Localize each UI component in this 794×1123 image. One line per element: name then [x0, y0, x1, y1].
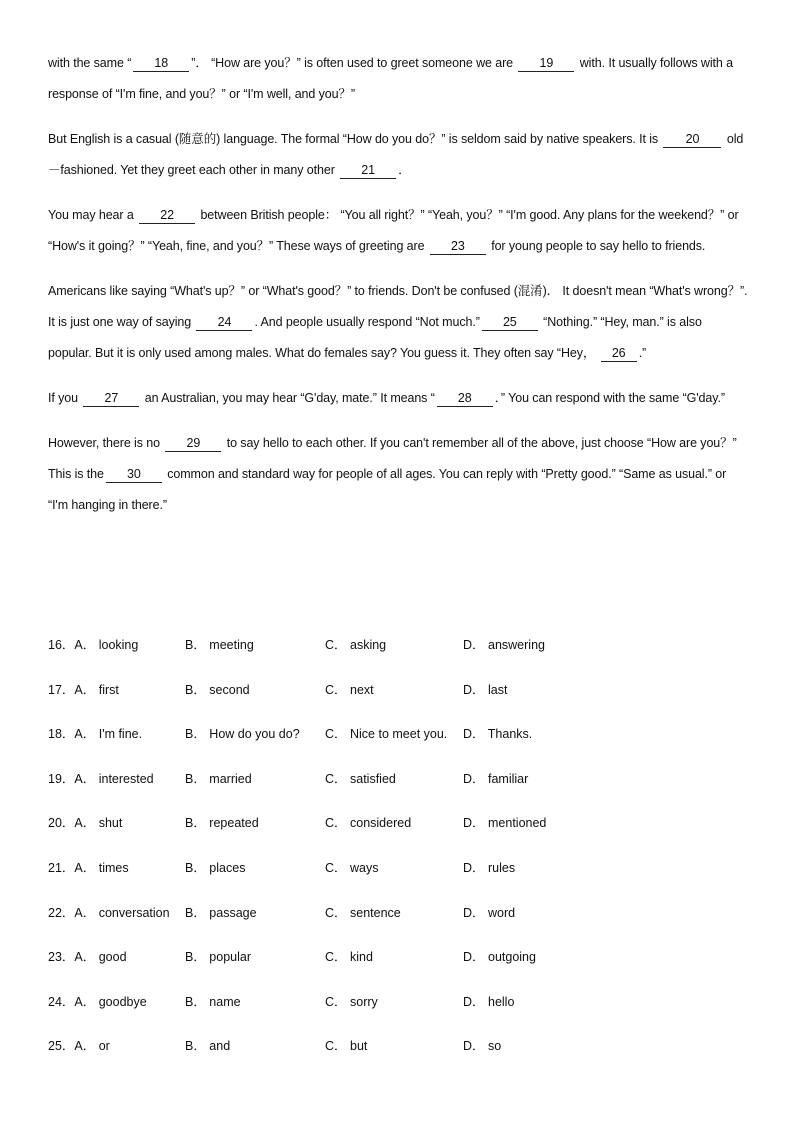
option-a — [48, 813, 122, 831]
option-d: D． hello — [463, 994, 515, 1009]
question-row — [48, 940, 748, 985]
blank-24: 24 — [196, 314, 252, 331]
option-a — [48, 992, 147, 1010]
option-b: B． popular — [185, 950, 252, 965]
option-d: D． answering — [463, 638, 545, 652]
option-a — [48, 724, 142, 742]
passage-paragraph — [48, 200, 748, 262]
option-a — [48, 769, 154, 787]
question-row — [48, 628, 748, 673]
option-b: B． repeated — [185, 816, 259, 831]
blank-28: 28 — [437, 390, 493, 407]
passage-text: with. It usually follows with a response of “I'm fine, and you？” or “I'm well, and you？” — [48, 56, 737, 101]
question-row — [48, 806, 748, 851]
blank-27: 27 — [83, 390, 139, 407]
option-a — [48, 903, 170, 921]
option-a-text: A． first — [74, 682, 119, 697]
passage-text: for young people to say hello to friends. — [487, 239, 706, 253]
blank-21: 21 — [340, 162, 396, 179]
passage-paragraph — [48, 48, 748, 110]
option-b: B． meeting — [185, 638, 254, 652]
question-number: 24． — [48, 994, 75, 1009]
option-a — [48, 635, 138, 653]
question-row — [48, 717, 748, 762]
option-b: B． and — [185, 1039, 231, 1054]
passage-paragraph — [48, 428, 748, 521]
passage-text: to say hello to each other. If you can't remember all of the above, just choose “How are you？” This is the — [48, 436, 740, 481]
option-d: D． so — [463, 1039, 502, 1054]
passage-text: an Australian, you may hear “G'day, mate.” It means “ — [141, 391, 435, 405]
passage-text: between British people： “You all right？” “Yeah, you？” “I'm good. Any plans for the weekend？” or “How's it going？” “Yeah, fine, and you？” These ways of greeting are — [48, 208, 742, 253]
passage-text: with the same “ — [48, 56, 132, 70]
question-list — [48, 628, 748, 1074]
option-c: C． Nice to meet you. — [325, 727, 448, 742]
question-row — [48, 673, 748, 718]
blank-25: 25 — [482, 314, 538, 331]
option-c: C． kind — [325, 950, 373, 965]
blank-20: 20 — [663, 131, 721, 148]
passage-text: ．” You can respond with the same “G'day.” — [494, 391, 725, 405]
question-row — [48, 896, 748, 941]
passage-paragraph — [48, 124, 748, 186]
passage-text: ． — [398, 163, 411, 177]
option-a-text: A． or — [74, 1039, 110, 1054]
option-c: C． asking — [325, 638, 387, 652]
option-a-text: A． good — [74, 950, 127, 965]
passage-text: ”． “How are you？” is often used to greet someone we are — [191, 56, 517, 70]
question-number: 17． — [48, 682, 75, 697]
question-number: 21． — [48, 860, 75, 875]
blank-29: 29 — [165, 435, 221, 452]
option-b: B． name — [185, 994, 241, 1009]
option-c: C． satisfied — [325, 771, 396, 786]
option-d: D． word — [463, 905, 516, 920]
passage-text: You may hear a — [48, 208, 138, 222]
option-a — [48, 680, 119, 698]
blank-18: 18 — [133, 55, 189, 72]
question-number: 23． — [48, 950, 75, 965]
blank-30: 30 — [106, 466, 162, 483]
option-c: C． sentence — [325, 905, 401, 920]
question-number: 20． — [48, 816, 75, 831]
question-number: 22． — [48, 905, 75, 920]
question-row — [48, 1029, 748, 1074]
option-a-text: A． conversation — [74, 905, 170, 920]
question-number: 25． — [48, 1039, 75, 1054]
option-a-text: A． looking — [74, 638, 139, 652]
passage-text: “Nothing.” “Hey, man.” is also popular. But it is only used among males. What do females say? You guess it. They often say “Hey， — [48, 315, 706, 360]
option-a-text: A． goodbye — [74, 994, 147, 1009]
option-c: C． sorry — [325, 994, 378, 1009]
passage-text: old－fashioned. Yet they greet each other in many other — [48, 132, 744, 177]
option-b: B． places — [185, 860, 246, 875]
option-c: C． considered — [325, 816, 412, 831]
passage-text: .” — [638, 346, 647, 360]
option-d: D． mentioned — [463, 816, 547, 831]
option-b: B． second — [185, 682, 250, 697]
option-a — [48, 1036, 110, 1054]
passage-paragraph — [48, 276, 751, 369]
passage-text: Americans like saying “What's up？” or “What's good？” to friends. Don't be confused (混淆)． It doesn't mean “What's wrong？”. It is just one way of saying — [48, 284, 751, 329]
option-b: B． How do you do? — [185, 727, 300, 742]
passage-text: common and standard way for people of all ages. You can reply with “Pretty good.” “Same as usual.” or “I'm hanging in there.” — [48, 467, 730, 512]
option-d: D． familiar — [463, 771, 529, 786]
passage-container — [48, 48, 751, 535]
blank-22: 22 — [139, 207, 195, 224]
option-b: B． passage — [185, 905, 257, 920]
question-row — [48, 851, 748, 896]
blank-23: 23 — [430, 238, 486, 255]
question-number: 18． — [48, 727, 75, 742]
passage-text: . And people usually respond “Not much.” — [254, 315, 480, 329]
option-a-text: A． I'm fine. — [74, 727, 143, 742]
blank-26: 26 — [601, 345, 637, 362]
option-d: D． outgoing — [463, 950, 536, 965]
option-d: D． rules — [463, 860, 516, 875]
option-c: C． but — [325, 1039, 368, 1054]
question-number: 16． — [48, 638, 75, 652]
option-a-text: A． interested — [74, 771, 154, 786]
option-d: D． Thanks. — [463, 727, 533, 742]
passage-text: But English is a casual (随意的) language. The formal “How do you do？” is seldom said by native speakers. It is — [48, 132, 662, 146]
option-a-text: A． shut — [74, 816, 123, 831]
option-c: C． ways — [325, 860, 379, 875]
option-a-text: A． times — [74, 860, 129, 875]
question-number: 19． — [48, 771, 75, 786]
option-c: C． next — [325, 682, 374, 697]
passage-text: If you — [48, 391, 82, 405]
blank-19: 19 — [518, 55, 574, 72]
option-a — [48, 858, 129, 876]
option-d: D． last — [463, 682, 508, 697]
question-row — [48, 762, 748, 807]
option-b: B． married — [185, 771, 252, 786]
passage-text: However, there is no — [48, 436, 164, 450]
question-row — [48, 985, 748, 1030]
passage-paragraph — [48, 383, 748, 414]
option-a — [48, 947, 127, 965]
